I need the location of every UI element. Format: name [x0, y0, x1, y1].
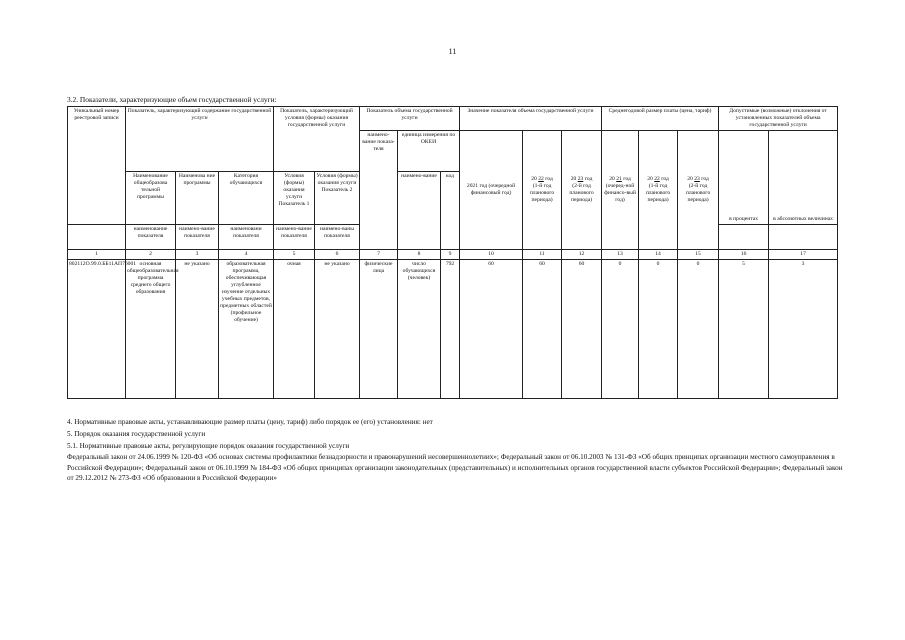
- header-condition-2: Условия (формы) оказания услуги Показатель 2: [315, 172, 360, 225]
- column-number: 17: [769, 250, 838, 260]
- header-price-2023: 20 23 год (2-й год планового периода): [678, 131, 719, 250]
- header-program-name: Наименование общеобразова тельной программы: [126, 172, 176, 225]
- cell-program-title: не указано: [176, 260, 219, 399]
- cell-price-2021: 0: [602, 260, 639, 399]
- cell-record-id: 802112О.99.0.ББ11АП76001: [68, 260, 126, 399]
- page-number: 11: [448, 47, 457, 56]
- header-name-1: наименование показателя: [126, 225, 176, 250]
- volume-indicators-table: [67, 106, 838, 399]
- cell-condition-2: не указано: [315, 260, 360, 399]
- header-condition-1: Условия (формы) оказания услуги Показатель 1: [274, 172, 315, 225]
- header-student-category: Категория обучающихся: [219, 172, 274, 225]
- cell-unit-code: 792: [441, 260, 460, 399]
- header-volume-indicator: Показатель объема государственной услуги: [360, 107, 460, 131]
- header-unit-name: наимено-вание: [398, 172, 441, 250]
- cell-value-2021: 60: [460, 260, 523, 399]
- header-price-2021: 20 21 год (очеред-ной финансо-вый год): [602, 131, 639, 250]
- column-number: 3: [176, 250, 219, 260]
- header-name-2: наимено-вание показателя: [176, 225, 219, 250]
- header-unit-code: код: [441, 172, 460, 250]
- column-number: 11: [523, 250, 562, 260]
- column-number: 15: [678, 250, 719, 260]
- header-average-price: Среднегодовой размер платы (цена, тариф): [602, 107, 719, 131]
- column-number: 7: [360, 250, 398, 260]
- column-number: 5: [274, 250, 315, 260]
- cell-unit-name: число обучающихся (человек): [398, 260, 441, 399]
- cell-condition-1: очная: [274, 260, 315, 399]
- table-row: [68, 260, 838, 399]
- column-number: 10: [460, 250, 523, 260]
- cell-price-2022: 0: [639, 260, 678, 399]
- header-name-4: наимено-вание показателя: [274, 225, 315, 250]
- header-year-2022: 20 22 год (1-й год планового периода): [523, 131, 562, 250]
- cell-indicator-name: физические лица: [360, 260, 398, 399]
- cell-value-2022: 60: [523, 260, 562, 399]
- column-number: 1: [68, 250, 126, 260]
- header-indicator-name: наимено-вание показа-теля: [360, 131, 398, 250]
- column-number-row: [68, 250, 838, 260]
- cell-deviation-absolute: 3: [769, 260, 838, 399]
- header-empty: [68, 225, 126, 250]
- cell-student-category: образовательная программа, обеспечивающая углубленное изучение отдельных учебных предметов, предметных областей (профильное обучение): [219, 260, 274, 399]
- column-number: 6: [315, 250, 360, 260]
- header-conditions-indicator: Показатель, характеризующий условия (формы) оказания государственной услуги: [274, 107, 360, 172]
- column-number: 12: [562, 250, 602, 260]
- cell-program-name: основная общеобразовательная программа среднего общего образования: [126, 260, 176, 399]
- section-heading: 3.2. Показатели, характеризующие объем государственной услуги:: [67, 95, 277, 104]
- paragraph-laws: Федеральный закон от 24.06.1999 № 120-ФЗ «Об основах системы профилактики безнадзорности и правонарушений несовершеннолетних»; Федеральный закон от 06.10.2003 № 131-ФЗ «Об общих принципах организации местного самоуправления в Российской Федерации»; Федеральный закон от 06.10.1999 № 184-ФЗ «Об общих принципах организации законодательных (представительных) и исполнительных органов государственной власти субъектов Российской Федерации»; Федеральный закон от 29.12.2012 № 273-ФЗ «Об образовании в Российской Федерации»: [67, 453, 843, 482]
- header-content-indicator: Показатель, характеризующий содержание государственной услуги: [126, 107, 274, 172]
- header-allowed-deviation: Допустимые (возможные) отклонения от установленных показателей объема государственной услуги: [719, 107, 838, 131]
- header-year-2021: 2021 год (очередной финансовый год): [460, 131, 523, 250]
- header-deviation-percent: в процентах: [719, 131, 769, 225]
- header-empty: [769, 225, 838, 250]
- column-number: 13: [602, 250, 639, 260]
- header-name-5: наимено-ваны показателя: [315, 225, 360, 250]
- header-unique-number: Уникальный номер реестровой записи: [68, 107, 126, 225]
- header-volume-value: Значение показателя объема государственной услуги: [460, 107, 602, 131]
- column-number: 4: [219, 250, 274, 260]
- column-number: 14: [639, 250, 678, 260]
- header-empty: [719, 225, 769, 250]
- column-number: 8: [398, 250, 441, 260]
- header-unit: единица измерения по ОКЕИ: [398, 131, 460, 172]
- header-year-2023: 20 23 год (2-й год планового периода): [562, 131, 602, 250]
- paragraph-5: 5. Порядок оказания государственной услуги: [67, 430, 206, 438]
- paragraph-4: 4. Нормативные правовые акты, устанавливающие размер платы (цену, тариф) либо порядок ее (его) установления: нет: [67, 418, 433, 426]
- column-number: 2: [126, 250, 176, 260]
- cell-value-2023: 60: [562, 260, 602, 399]
- column-number: 16: [719, 250, 769, 260]
- cell-price-2023: 0: [678, 260, 719, 399]
- cell-deviation-percent: 5: [719, 260, 769, 399]
- header-price-2022: 20 22 год (1-й год планового периода): [639, 131, 678, 250]
- column-number: 9: [441, 250, 460, 260]
- paragraph-5-1: 5.1. Нормативные правовые акты, регулирующие порядок оказания государственной услуги: [67, 442, 350, 450]
- header-deviation-absolute: в абсолютных величинах: [769, 131, 838, 225]
- header-name-3: наименовани показателя: [219, 225, 274, 250]
- header-program-title: Наименова ние программы: [176, 172, 219, 225]
